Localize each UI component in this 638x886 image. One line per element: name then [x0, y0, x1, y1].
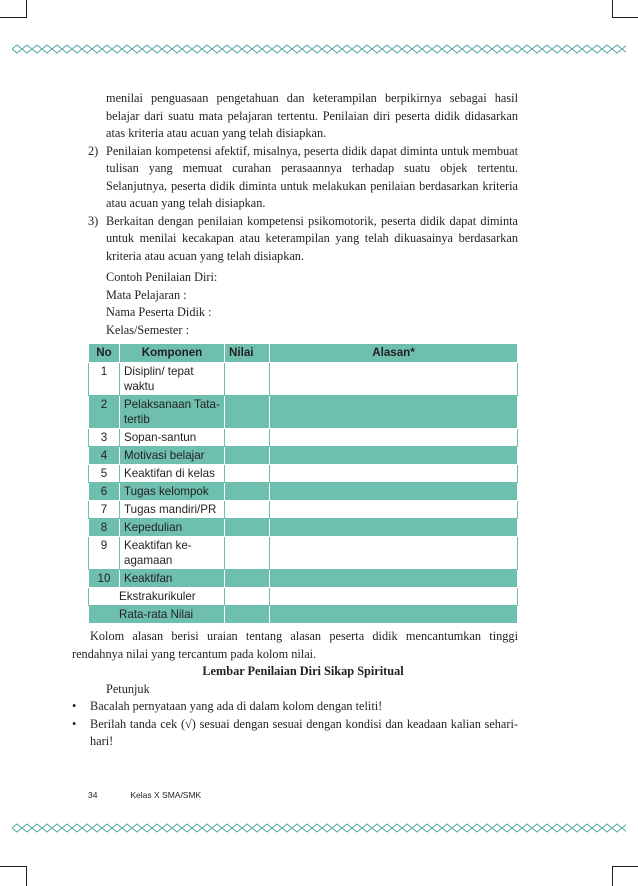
cell-nilai[interactable] — [225, 519, 270, 537]
cell-nilai[interactable] — [225, 501, 270, 519]
table-row — [89, 429, 518, 447]
cell-no: 6 — [89, 483, 120, 501]
crop-mark — [0, 866, 26, 867]
cell-no: 10 — [89, 570, 120, 588]
page-footer — [88, 790, 201, 800]
self-assessment-table — [88, 343, 518, 624]
cell-alasan[interactable] — [270, 588, 518, 606]
cell-komponen: Tugas mandiri/PR — [120, 501, 225, 519]
crop-mark — [0, 17, 26, 18]
instructions-label: Petunjuk — [106, 681, 150, 696]
table-row-average — [89, 606, 518, 624]
bullet-item — [72, 698, 518, 716]
table-row — [89, 537, 518, 570]
cell-alasan[interactable] — [270, 483, 518, 501]
cell-komponen: Disiplin/ tepat waktu — [120, 363, 225, 396]
section-title: Lembar Penilaian Diri Sikap Spiritual — [202, 664, 404, 678]
example-title: Contoh Penilaian Diri: — [106, 270, 218, 284]
cell-komponen: Motivasi belajar — [120, 447, 225, 465]
cell-no: 2 — [89, 396, 120, 429]
bottom-decorative-border — [12, 823, 626, 833]
item-text: Berkaitan dengan penilaian kompetensi psikomotorik, peserta didik dapat diminta untuk menilai kecakapan atau keterampilan yang telah dikuasainya berdasarkan kriteria atau acuan yang telah disiapkan. — [106, 213, 518, 263]
numbered-item — [88, 213, 518, 266]
item-number: 2) — [88, 143, 99, 158]
cell-alasan[interactable] — [270, 396, 518, 429]
cell-alasan[interactable] — [270, 363, 518, 396]
cell-no: 8 — [89, 519, 120, 537]
table-row — [89, 588, 518, 606]
cell-nilai[interactable] — [225, 483, 270, 501]
crop-mark — [26, 866, 27, 886]
cell-nilai[interactable] — [225, 396, 270, 429]
col-header-nilai: Nilai — [225, 344, 270, 363]
cell-nilai[interactable] — [225, 429, 270, 447]
table-row — [89, 483, 518, 501]
cell-nilai[interactable] — [225, 363, 270, 396]
class-label: Kelas/Semester : — [106, 322, 189, 337]
cell-komponen: Keaktifan ke-agamaan — [120, 537, 225, 570]
page-content — [72, 90, 518, 751]
cell-alasan[interactable] — [270, 537, 518, 570]
col-header-alasan: Alasan* — [270, 344, 518, 363]
table-row — [89, 396, 518, 429]
cell-komponen: Pelaksanaan Tata-tertib — [120, 396, 225, 429]
subject-label: Mata Pelajaran : — [106, 287, 187, 302]
crop-mark — [612, 0, 613, 18]
cell-alasan[interactable] — [270, 429, 518, 447]
cell-nilai[interactable] — [225, 537, 270, 570]
cell-no: 3 — [89, 429, 120, 447]
cell-komponen: Kepedulian — [120, 519, 225, 537]
cell-alasan[interactable] — [270, 447, 518, 465]
cell-nilai[interactable] — [225, 465, 270, 483]
bullet-dot-icon: • — [72, 699, 77, 713]
cell-nilai[interactable] — [225, 447, 270, 465]
cell-nilai[interactable] — [225, 570, 270, 588]
crop-mark — [612, 866, 638, 867]
cell-no: 9 — [89, 537, 120, 570]
numbered-item — [88, 143, 518, 213]
closing-paragraph: Kolom alasan berisi uraian tentang alasan peserta didik mencantumkan tinggi rendahnya nilai yang tercantum pada kolom nilai. — [72, 629, 518, 661]
table-row — [89, 465, 518, 483]
cell-no: 7 — [89, 501, 120, 519]
crop-mark — [26, 0, 27, 18]
cell-komponen: Keaktifan — [120, 570, 225, 588]
cell-alasan[interactable] — [270, 606, 518, 624]
bullet-dot-icon: • — [72, 716, 77, 731]
table-row — [89, 570, 518, 588]
table-row — [89, 363, 518, 396]
cell-alasan[interactable] — [270, 519, 518, 537]
cell-alasan[interactable] — [270, 570, 518, 588]
crop-mark — [612, 866, 613, 886]
table-header — [89, 344, 518, 363]
cell-nilai[interactable] — [225, 588, 270, 606]
col-header-no: No — [89, 344, 120, 363]
book-title: Kelas X SMA/SMK — [130, 790, 202, 800]
cell-average: Rata-rata Nilai — [89, 606, 225, 624]
cell-alasan[interactable] — [270, 465, 518, 483]
page-number: 34 — [88, 790, 98, 800]
bullet-item — [72, 716, 518, 751]
cell-komponen: Tugas kelompok — [120, 483, 225, 501]
bullet-text: Bacalah pernyataan yang ada di dalam kolom dengan teliti! — [90, 699, 383, 713]
paragraph: menilai penguasaan pengetahuan dan keterampilan berpikirnya sebagai hasil belajar dari suatu mata pelajaran tertentu. Penilaian diri peserta didik didasarkan atas kriteria atau acuan yang telah disiapkan. — [106, 91, 518, 140]
table-row — [89, 447, 518, 465]
cell-nilai[interactable] — [225, 606, 270, 624]
student-label: Nama Peserta Didik : — [106, 305, 212, 319]
cell-komponen: Keaktifan di kelas — [120, 465, 225, 483]
cell-extra: Ekstrakurikuler — [89, 588, 225, 606]
table-row — [89, 501, 518, 519]
cell-no: 1 — [89, 363, 120, 396]
cell-no: 4 — [89, 447, 120, 465]
bullet-text: Berilah tanda cek (√) sesuai dengan sesuai dengan kondisi dan keadaan kalian sehari-hari! — [90, 716, 518, 748]
col-header-komponen: Komponen — [120, 344, 225, 363]
cell-alasan[interactable] — [270, 501, 518, 519]
top-decorative-border — [12, 44, 626, 54]
crop-mark — [612, 17, 638, 18]
table-row — [89, 519, 518, 537]
cell-komponen: Sopan-santun — [120, 429, 225, 447]
cell-no: 5 — [89, 465, 120, 483]
item-text: Penilaian kompetensi afektif, misalnya, peserta didik dapat diminta untuk membuat tulisan yang memuat curahan perasaannya terhadap suatu objek tertentu. Selanjutnya, peserta didik diminta untuk melakukan penilaian berdasarkan kriteria atau acuan yang telah disiapkan. — [106, 143, 518, 210]
item-number: 3) — [88, 213, 99, 228]
